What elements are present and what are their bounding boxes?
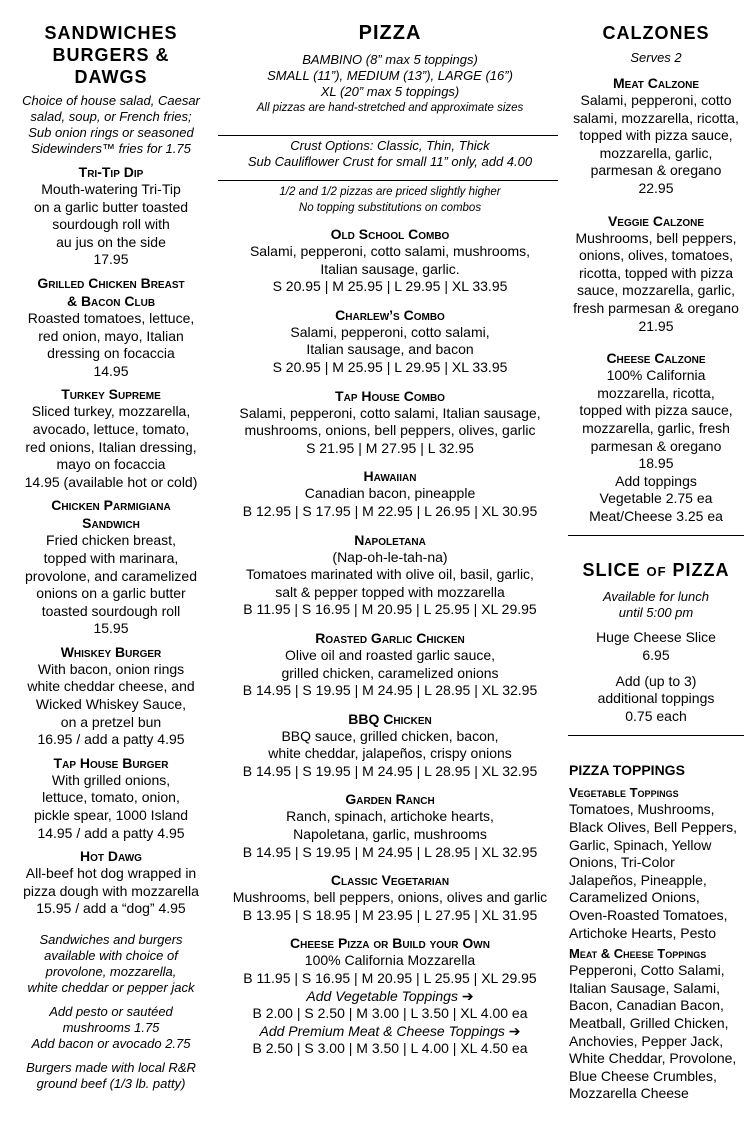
- calzone-item: Veggie Calzone Mushrooms, bell peppers, onions, olives, tomatoes, ricotta, topped with pizza sauce, mozzarella, garlic, fresh parmesan & oregano 21.95: [573, 212, 739, 334]
- pizza-item: Classic Vegetarian Mushrooms, bell peppers, onions, olives and garlic B 13.95 | S 18.95 | M 23.95 | L 27.95 | XL 31.95: [220, 871, 560, 924]
- price: B 14.95 | S 19.95 | M 24.95 | L 28.95 | XL 32.95: [242, 843, 538, 860]
- pizza-item: Hawaiian Canadian bacon, pineapple B 12.95 | S 17.95 | M 22.95 | L 26.95 | XL 30.95: [220, 467, 560, 520]
- build-your-own: Cheese Pizza or Build your Own 100% California Mozzarella B 11.95 | S 16.95 | M 20.95 | L 25.95 | XL 29.95 Add Vegetable Toppings ➔ B 2.00 | S 2.50 | M 3.00 | L 3.50 | XL 4.00 ea Add Premium Meat & Cheese Toppings ➔ B 2.50 | S 3.00 | M 3.50 | L 4.00 | XL 4.50 ea: [220, 934, 560, 1058]
- serves-note: Serves 2: [630, 50, 682, 65]
- pizza-item: Tap House Combo Salami, pepperoni, cotto salami, Italian sausage, mushrooms, onions, bell peppers, olives, garlic S 21.95 | M 27.95 | L 32.95: [220, 387, 560, 458]
- price: B 11.95 | S 16.95 | M 20.95 | L 25.95 | XL 29.95: [243, 970, 537, 987]
- menu-item: Tap House Burger With grilled onions, lettuce, tomato, onion, pickle spear, 1000 Island 14.95 / add a patty 4.95: [33, 754, 189, 841]
- sandwich-note: Sandwiches and burgers available with choice of provolone, mozzarella, white cheddar or pepper jack: [27, 932, 195, 995]
- price: B 14.95 | S 19.95 | M 24.95 | L 28.95 | XL 32.95: [242, 762, 538, 779]
- section-title-slice: SLICE of PIZZA: [582, 560, 730, 581]
- slice-availability: Available for lunch until 5:00 pm: [603, 589, 709, 621]
- calzone-item: Meat Calzone Salami, pepperoni, cotto salami, mozzarella, ricotta, topped with pizza sauce, mozzarella, garlic, parmesan & oregano 22.95: [573, 75, 739, 196]
- calzone-item: Cheese Calzone 100% California mozzarella, ricotta, topped with pizza sauce, mozzarella, garlic, fresh parmesan & oregano 18.95 Add toppings Vegetable 2.75 ea Meat/Cheese 3.25 ea: [579, 350, 733, 524]
- arrow-right-icon: ➔: [508, 1022, 521, 1039]
- price: B 2.50 | S 3.00 | M 3.50 | L 4.00 | XL 4.50 ea: [252, 1040, 528, 1057]
- price: B 12.95 | S 17.95 | M 22.95 | L 26.95 | XL 30.95: [242, 502, 538, 519]
- menu-item: Chicken Parmigiana Sandwich Fried chicken breast, topped with marinara, provolone, and caramelized onions on a garlic butter toasted sourdough roll 15.95: [25, 497, 197, 637]
- arrow-right-icon: ➔: [461, 987, 474, 1004]
- price: B 11.95 | S 16.95 | M 20.95 | L 25.95 | XL 29.95: [243, 601, 537, 618]
- section-title-sandwiches: BURGERS &: [52, 45, 170, 65]
- sandwich-intro: Choice of house salad, Caesar salad, soup, or French fries; Sub onion rings or seasoned Sidewinders™ fries for 1.75: [22, 93, 200, 156]
- section-title-pizza: PIZZA: [358, 22, 422, 44]
- menu-item: Tri-Tip Dip Mouth-watering Tri-Tip on a garlic butter toasted sourdough roll with au jus on the side 17.95: [33, 164, 189, 268]
- toppings-block: PIZZA TOPPINGS Vegetable Toppings Tomatoes, Mushrooms, Black Olives, Bell Peppers, Garlic, Spinach, Yellow Onions, Tri-Color Jalapeños, Pineapple, Caramelized Onions, Oven-Roasted Tomatoes, Artichoke Hearts, Pesto Meat & Cheese Toppings Pepperoni, Cotto Salami, Italian Sausage, Salami, Bacon, Canadian Bacon, Meatball, Grilled Chicken, Anchovies, Pepper Jack, White Cheddar, Provolone, Blue Cheese Crumbles, Mozzarella Cheese: [564, 761, 748, 1103]
- price: S 20.95 | M 25.95 | L 29.95 | XL 33.95: [272, 278, 508, 295]
- divider: [568, 735, 744, 736]
- pizza-item: Garden Ranch Ranch, spinach, artichoke hearts, Napoletana, garlic, mushrooms B 14.95 | S 19.95 | M 24.95 | L 28.95 | XL 32.95: [220, 790, 560, 861]
- pizza-item: Old School Combo Salami, pepperoni, cotto salami, mushrooms, Italian sausage, garlic. S 20.95 | M 25.95 | L 29.95 | XL 33.95: [220, 225, 560, 296]
- section-title-calzones: CALZONES: [602, 23, 710, 43]
- pizza-item: Napoletana (Nap-oh-le-tah-na) Tomatoes marinated with olive oil, basil, garlic, salt & pepper topped with mozzarella B 11.95 | S 16.95 | M 20.95 | L 25.95 | XL 29.95: [220, 531, 560, 619]
- menu-item: Grilled Chicken Breast & Bacon Club Roasted tomatoes, lettuce, red onion, mayo, Italian dressing on focaccia 14.95: [27, 274, 195, 379]
- crust-options: Crust Options: Classic, Thin, Thick Sub Cauliflower Crust for small 11” only, add 4.00: [247, 138, 533, 169]
- section-title-sandwiches: DAWGS: [74, 67, 148, 87]
- section-title-sandwiches: SANDWICHES: [44, 23, 178, 43]
- sizes-note: All pizzas are hand-stretched and approximate sizes: [256, 102, 524, 114]
- divider: [218, 135, 558, 136]
- price: S 21.95 | M 27.95 | L 32.95: [306, 439, 474, 456]
- pizza-sizes: BAMBINO (8” max 5 toppings) SMALL (11”), MEDIUM (13”), LARGE (16”) XL (20” max 5 toppings): [267, 52, 513, 99]
- pizza-item: Charlew’s Combo Salami, pepperoni, cotto salami, Italian sausage, and bacon S 20.95 | M 25.95 | L 29.95 | XL 33.95: [220, 306, 560, 377]
- divider: [568, 535, 744, 536]
- calzones-column: CALZONES Serves 2 Meat Calzone Salami, pepperoni, cotto salami, mozzarella, ricotta, topped with pizza sauce, mozzarella, garlic, parmesan & oregano 22.95 Veggie Calzone Mushrooms, bell peppers, onions, olives, tomatoes, ricotta, topped with pizza sauce, mozzarella, garlic, fresh parmesan & oregano 21.95 Cheese Calzone 100% California mozzarella, ricotta, topped with pizza sauce, mozzarella, garlic, fresh parmesan & oregano 18.95 Add toppings Vegetable 2.75 ea Meat/Cheese 3.25 ea SLICE of PIZZA Available for lunch until 5:00 pm Huge Cheese Slice 6.95 Add (up to 3) additional toppings 0.75 each PIZZA TOPPINGS Vegetable Toppings Tomatoes, Mushrooms, Black Olives, Bell Peppers, Garlic, Spinach, Yellow Onions, Tri-Color Jalapeños, Pineapple, Caramelized Onions, Oven-Roasted Tomatoes, Artichoke Hearts, Pesto Meat & Cheese Toppings Pepperoni, Cotto Salami, Italian Sausage, Salami, Bacon, Canadian Bacon, Meatball, Grilled Chicken, Anchovies, Pepper Jack, White Cheddar, Provolone, Blue Cheese Crumbles, Mozzarella Cheese: [564, 0, 748, 1103]
- add-meat-label: Add Premium Meat & Cheese Toppings ➔: [259, 1022, 521, 1039]
- pizza-item: Roasted Garlic Chicken Olive oil and roasted garlic sauce, grilled chicken, caramelized onions B 14.95 | S 19.95 | M 24.95 | L 28.95 | XL 32.95: [220, 629, 560, 700]
- sandwich-note: Add pesto or sautéed mushrooms 1.75 Add bacon or avocado 2.75: [31, 1004, 191, 1051]
- pizza-item: BBQ Chicken BBQ sauce, grilled chicken, bacon, white cheddar, jalapeños, crispy onions B 14.95 | S 19.95 | M 24.95 | L 28.95 | XL 32.95: [220, 710, 560, 781]
- combo-note: 1/2 and 1/2 pizzas are priced slightly higher No topping substitutions on combos: [279, 186, 501, 214]
- add-veg-label: Add Vegetable Toppings ➔: [306, 987, 474, 1004]
- price: B 2.00 | S 2.50 | M 3.00 | L 3.50 | XL 4.00 ea: [252, 1005, 528, 1022]
- menu-item: Turkey Supreme Sliced turkey, mozzarella, avocado, lettuce, tomato, red onions, Italian dressing, mayo on focaccia 14.95 (available hot or cold): [24, 386, 198, 490]
- divider: [218, 180, 558, 181]
- section-title-toppings: PIZZA TOPPINGS: [569, 762, 685, 779]
- menu-item: Hot Dawg All-beef hot dog wrapped in pizza dough with mozzarella 15.95 / add a “dog” 4.95: [23, 848, 199, 917]
- price: S 20.95 | M 25.95 | L 29.95 | XL 33.95: [272, 358, 508, 375]
- pizza-column: [220, 0, 560, 1058]
- sandwiches-column: [12, 0, 210, 1092]
- price: B 14.95 | S 19.95 | M 24.95 | L 28.95 | XL 32.95: [242, 682, 538, 699]
- sandwich-note: Burgers made with local R&R ground beef (1/3 lb. patty): [26, 1060, 196, 1091]
- menu-item: Whiskey Burger With bacon, onion rings white cheddar cheese, and Wicked Whiskey Sauce, on a pretzel bun 16.95 / add a patty 4.95: [27, 643, 195, 748]
- price: B 13.95 | S 18.95 | M 23.95 | L 27.95 | XL 31.95: [242, 906, 538, 923]
